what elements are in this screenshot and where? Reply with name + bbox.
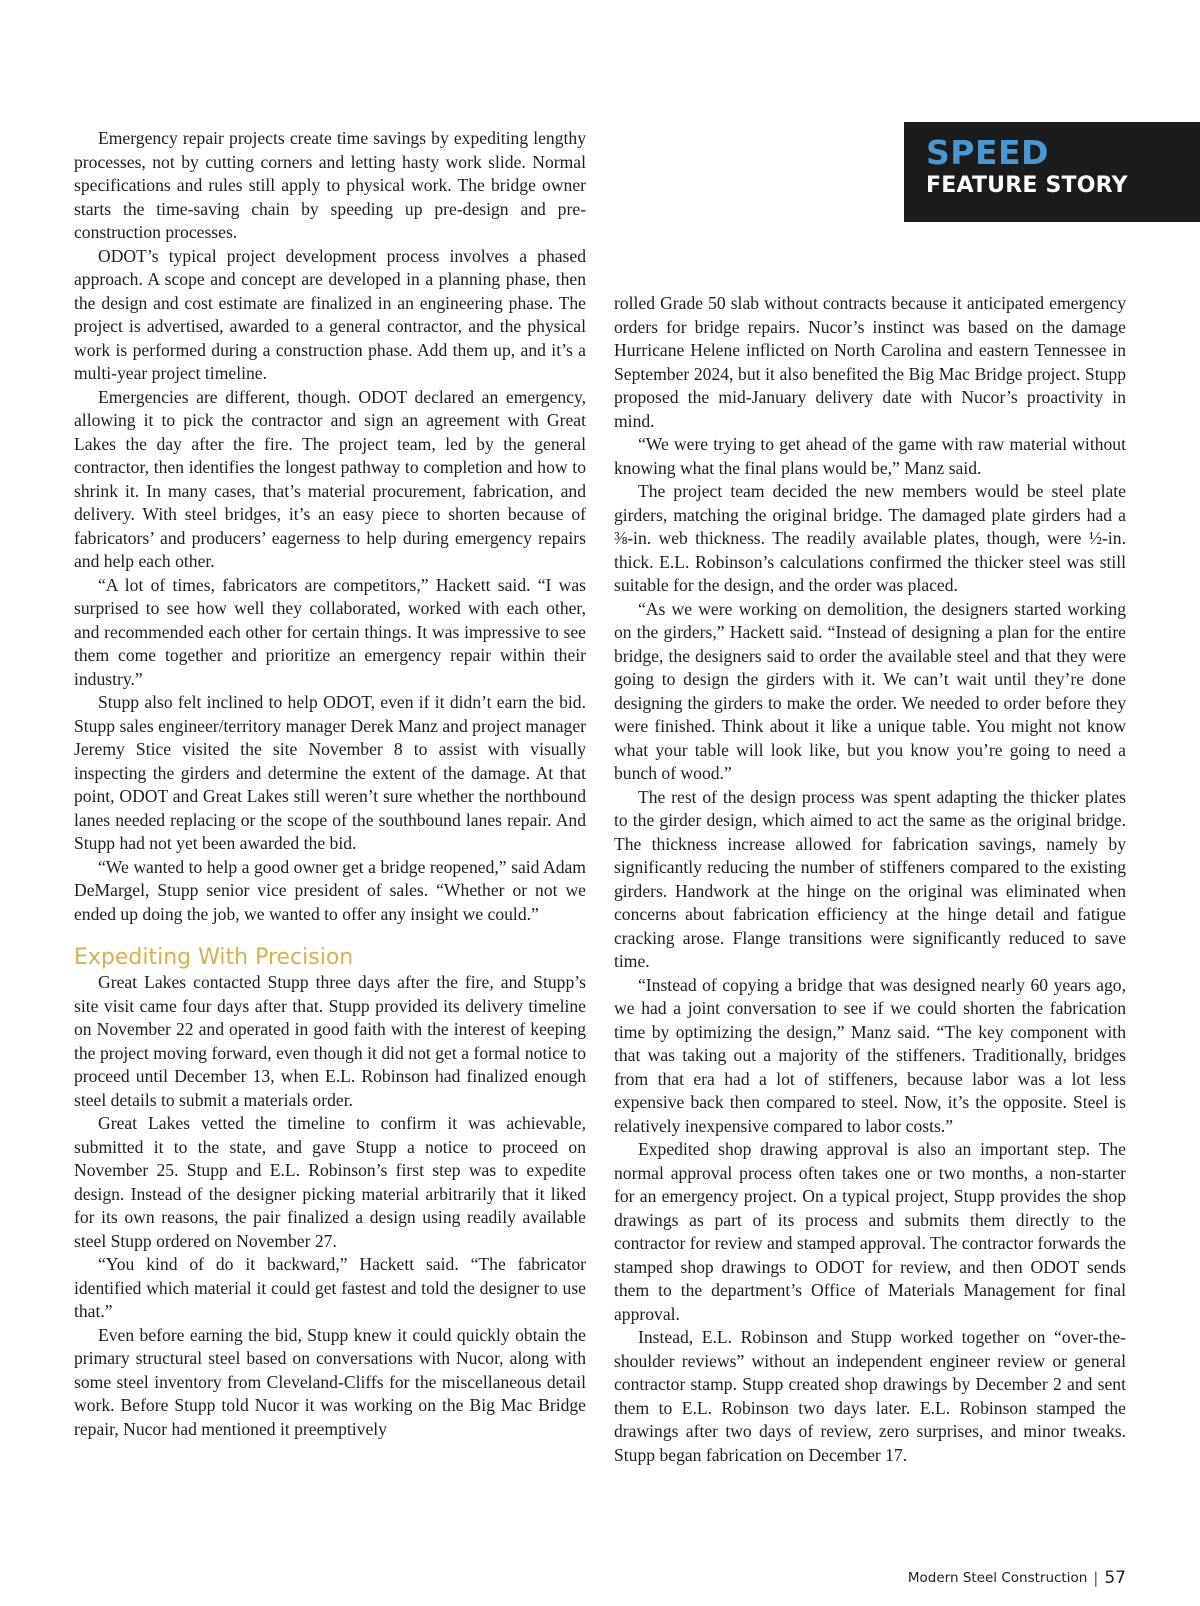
paragraph: Instead, E.L. Robinson and Stupp worked together on “over-the-shoulder reviews” without an independent engineer review or general contractor stamp. Stupp created shop drawings by December 2 and sent them to E.L. Robinson two days later. E.L. Robinson stamped the drawings after two days of review, zero surprises, and minor tweaks. Stupp began fabrication on December 17. [614, 1327, 1126, 1465]
paragraph: “Instead of copying a bridge that was designed nearly 60 years ago, we had a joint conversation to see if we could shorten the fabrication time by optimizing the design,” Manz said. “The key component with that was taking out a majority of the stiffeners. Traditionally, bridges from that era had a lot of stiffeners, because labor was a lot less expensive back then compared to steel. Now, it’s the opposite. Steel is relatively inexpensive compared to labor costs.” [614, 974, 1126, 1136]
left-column [74, 127, 586, 1441]
section-tag-subtitle: FEATURE STORY [926, 173, 1128, 198]
paragraph: “You kind of do it backward,” Hackett said. “The fabricator identified which material it could get fastest and told the designer to use that.” [74, 1254, 586, 1321]
page-number: 57 [1104, 1568, 1126, 1588]
paragraph: “A lot of times, fabricators are competitors,” Hackett said. “I was surprised to see how well they collaborated, worked with each other, and recommended each other for certain things. It was impressive to see them come together and prioritize an emergency repair within their industry.” [74, 574, 586, 689]
paragraph-continuation: rolled Grade 50 slab without contracts because it anticipated emergency orders for bridge repairs. Nucor’s instinct was based on the damage Hurricane Helene inflicted on North Carolina and eastern Tennessee in September 2024, but it also benefited the Big Mac Bridge project. Stupp proposed the mid-January delivery date with Nucor’s proactivity in mind. [614, 293, 1126, 431]
paragraph: Great Lakes vetted the timeline to confirm it was achievable, submitted it to the state, and gave Stupp a notice to proceed on November 25. Stupp and E.L. Robinson’s first step was to expedite design. Instead of the designer picking material arbitrarily that it liked for its own reasons, the pair finalized a design using readily available steel Stupp ordered on November 27. [74, 1113, 586, 1251]
publication-name: Modern Steel Construction [907, 1570, 1088, 1586]
paragraph: “We wanted to help a good owner get a bridge reopened,” said Adam DeMargel, Stupp senior vice president of sales. “Whether or not we ended up doing the job, we wanted to offer any insight we could.” [74, 856, 586, 924]
section-tag [904, 122, 1200, 222]
page-footer [908, 1568, 1126, 1588]
section-subhead: Expediting With Precision [74, 945, 354, 970]
paragraph: Emergencies are different, though. ODOT declared an emergency, allowing it to pick the contractor and sign an agreement with Great Lakes the day after the fire. The project team, led by the general contractor, then identifies the longest pathway to completion and how to shrink it. In many cases, that’s material procurement, fabrication, and delivery. With steel bridges, it’s an easy piece to shorten because of fabricators’ and producers’ eagerness to help during emergency repairs and help each other. [74, 386, 586, 571]
footer-separator: | [1093, 1569, 1099, 1587]
paragraph: “As we were working on demolition, the designers started working on the girders,” Hackett said. “Instead of designing a plan for the entire bridge, the designers said to order the available steel and that they were going to design the girders with it. We can’t wait until they’re done designing the girders to make the order. We needed to order before they were finished. Think about it like a unique table. You might not know what your table will look like, but you know you’re going to need a bunch of wood.” [614, 598, 1126, 783]
paragraph: “We were trying to get ahead of the game with raw material without knowing what the final plans would be,” Manz said. [614, 434, 1126, 478]
paragraph: Great Lakes contacted Stupp three days after the fire, and Stupp’s site visit came four days after that. Stupp provided its delivery timeline on November 22 and operated in good faith with the interest of keeping the project moving forward, even though it did not get a formal notice to proceed until December 13, when E.L. Robinson had finalized enough steel details to submit a materials order. [74, 972, 586, 1110]
section-tag-title: SPEED [926, 133, 1049, 172]
paragraph: Stupp also felt inclined to help ODOT, even if it didn’t earn the bid. Stupp sales engineer/territory manager Derek Manz and project manager Jeremy Stice visited the site November 8 to assist with visually inspecting the girders and determine the extent of the damage. At that point, ODOT and Great Lakes still weren’t sure whether the northbound lanes needed replacing or the scope of the southbound lanes repair. And Stupp had not yet been awarded the bid. [74, 692, 586, 853]
paragraph: ODOT’s typical project development process involves a phased approach. A scope and concept are developed in a planning phase, then the design and cost estimate are finalized in an engineering phase. The project is advertised, awarded to a general contractor, and the physical work is performed during a construction phase. Add them up, and it’s a multi-year project timeline. [74, 245, 586, 383]
paragraph: Emergency repair projects create time savings by expediting lengthy processes, not by cutting corners and letting hasty work slide. Normal specifications and rules still apply to physical work. The bridge owner starts the time-saving chain by speeding up pre-design and pre-construction processes. [74, 128, 586, 242]
paragraph: The project team decided the new members would be steel plate girders, matching the original bridge. The damaged plate girders had a ⅜-in. web thickness. The readily available plates, though, were ½-in. thick. E.L. Robinson’s calculations confirmed the thicker steel was still suitable for the design, and the order was placed. [614, 481, 1126, 595]
paragraph: Even before earning the bid, Stupp knew it could quickly obtain the primary structural steel based on conversations with Nucor, along with some steel inventory from Cleveland-Cliffs for the miscellaneous detail work. Before Stupp told Nucor it was working on the Big Mac Bridge repair, Nucor had mentioned it preemptively [74, 1324, 586, 1439]
paragraph: The rest of the design process was spent adapting the thicker plates to the girder design, which aimed to act the same as the original bridge. The thickness increase allowed for fabrication savings, namely by significantly reducing the number of stiffeners compared to the existing girders. Handwork at the hinge on the original was eliminated when concerns about fabrication efficiency at the hinge detail and fatigue cracking arose. Flange transitions were significantly reduced to save time. [614, 786, 1126, 971]
paragraph: Expedited shop drawing approval is also an important step. The normal approval process often takes one or two months, a non-starter for an emergency project. On a typical project, Stupp provides the shop drawings as part of its process and submits them directly to the contractor for review and stamped approval. The contractor forwards the stamped shop drawings to ODOT for review, and then ODOT sends them to the department’s Office of Materials Management for final approval. [614, 1139, 1126, 1324]
right-column [614, 292, 1126, 1467]
